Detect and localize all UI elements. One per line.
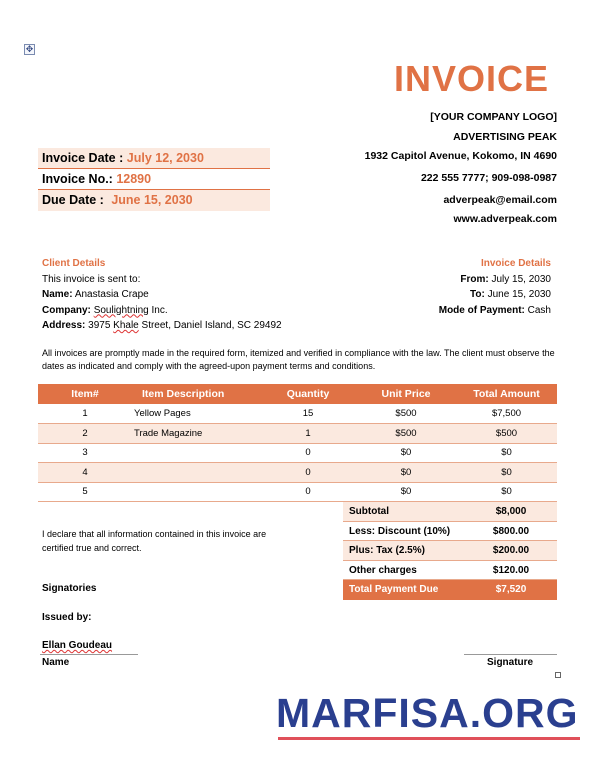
discount-value: $800.00 [492, 525, 530, 537]
tax-label: Plus: Tax (2.5%) [349, 545, 425, 556]
watermark-text: MARFISA.ORG [276, 690, 579, 736]
company-phone: 222 555 7777; 909-098-0987 [420, 172, 557, 184]
signature-line [464, 654, 557, 655]
subtotal-value: $8,000 [495, 506, 527, 517]
table-row [38, 443, 557, 463]
cell-quantity: 0 [260, 443, 356, 463]
cell-item-number: 3 [38, 443, 132, 463]
payment-mode-line [439, 303, 551, 319]
table-row [38, 482, 557, 502]
client-company-rest: Inc. [148, 304, 168, 316]
header-item-description: Item Description [132, 384, 260, 404]
to-value: June 15, 2030 [487, 289, 551, 300]
declaration-text: I declare that all information contained in this invoice are certified true and correct. [42, 529, 267, 553]
client-details [42, 256, 282, 334]
cell-total-amount: $0 [456, 482, 557, 502]
company-logo-placeholder: [YOUR COMPANY LOGO] [430, 111, 557, 123]
invoice-details [439, 256, 551, 318]
discount-label: Less: Discount (10%) [349, 525, 451, 537]
client-address-wavy: Khale [113, 320, 139, 331]
cell-item-number: 1 [38, 404, 132, 424]
company-email: adverpeak@email.com [443, 194, 557, 206]
discount-row [343, 522, 557, 542]
cell-total-amount: $0 [456, 443, 557, 463]
terms-note: All invoices are promptly made in the required form, itemized and verified in compliance with the law. The client must observe the dates as indicated and comply with the agreed-upon payment terms and conditions. [42, 348, 555, 371]
table-row [38, 424, 557, 444]
company-name: ADVERTISING PEAK [453, 131, 557, 143]
invoice-title: INVOICE [393, 58, 549, 99]
invoice-number-row [38, 169, 270, 190]
due-date-label: Due Date : [42, 193, 104, 207]
invoice-details-heading: Invoice Details [480, 258, 551, 269]
payment-mode-value: Cash [527, 304, 551, 316]
table-row [38, 463, 557, 483]
cell-unit-price: $0 [356, 463, 456, 483]
watermark-underline [278, 737, 580, 740]
cell-unit-price: $0 [356, 482, 456, 502]
cell-item-number: 5 [38, 482, 132, 502]
cell-item-description: Yellow Pages [132, 404, 260, 424]
issued-by-label: Issued by: [42, 612, 92, 623]
tax-row [343, 541, 557, 561]
payment-mode-label: Mode of Payment: [438, 304, 525, 316]
company-website: www.adverpeak.com [453, 213, 557, 225]
other-charges-row [343, 561, 557, 581]
header-total-amount: Total Amount [456, 384, 557, 404]
client-address-pre: 3975 [88, 320, 114, 331]
invoice-number-label: Invoice No.: [42, 172, 113, 186]
client-company-label: Company: [42, 304, 91, 316]
from-line [439, 272, 551, 288]
invoice-number-value: 12890 [116, 172, 152, 186]
header-quantity: Quantity [260, 384, 356, 404]
invoice-date-row [38, 148, 270, 169]
cell-item-description [132, 463, 260, 483]
other-charges-value: $120.00 [492, 564, 530, 576]
total-due-label: Total Payment Due [349, 584, 439, 595]
client-address-label: Address: [42, 320, 86, 331]
from-value: July 15, 2030 [491, 273, 551, 285]
client-sent-to: This invoice is sent to: [42, 273, 141, 285]
cell-quantity: 0 [260, 463, 356, 483]
cell-item-description [132, 482, 260, 502]
client-details-heading: Client Details [42, 258, 106, 269]
client-name: Anastasia Crape [74, 289, 149, 300]
name-signature-line [40, 654, 138, 655]
due-date-value: June 15, 2030 [111, 193, 193, 207]
subtotal-row [343, 502, 557, 522]
cell-total-amount: $7,500 [456, 404, 557, 424]
to-line [439, 287, 551, 303]
client-name-label: Name: [42, 289, 73, 300]
cell-item-number: 4 [38, 463, 132, 483]
table-move-handle-icon[interactable]: ✥ [25, 44, 34, 54]
total-due-value: $7,520 [495, 584, 527, 595]
company-address: 1932 Capitol Avenue, Kokomo, IN 4690 [364, 150, 557, 162]
cell-total-amount: $0 [456, 463, 557, 483]
cell-quantity: 15 [260, 404, 356, 424]
tax-value: $200.00 [492, 545, 530, 556]
invoice-meta-box [38, 148, 270, 211]
client-address-line [42, 318, 282, 334]
due-date-row [38, 190, 270, 211]
client-company-line [42, 303, 282, 319]
cell-unit-price: $0 [356, 443, 456, 463]
from-label: From: [460, 273, 489, 285]
cell-item-description: Trade Magazine [132, 424, 260, 444]
cell-total-amount: $500 [456, 424, 557, 444]
total-due-row [343, 580, 557, 600]
issuer-name: Ellan Goudeau [42, 640, 113, 651]
invoice-date-value: July 12, 2030 [126, 151, 204, 165]
subtotal-label: Subtotal [349, 506, 389, 517]
to-label: To: [470, 289, 485, 300]
signatories-heading: Signatories [42, 583, 97, 594]
cell-quantity: 0 [260, 482, 356, 502]
items-table [38, 384, 557, 502]
resize-handle-icon[interactable] [555, 672, 561, 678]
header-unit-price: Unit Price [356, 384, 456, 404]
name-label: Name [42, 657, 70, 668]
cell-item-description [132, 443, 260, 463]
client-address-post: Street, Daniel Island, SC 29492 [138, 320, 282, 331]
cell-quantity: 1 [260, 424, 356, 444]
table-row [38, 404, 557, 424]
header-item-number: Item# [38, 384, 132, 404]
cell-unit-price: $500 [356, 404, 456, 424]
company-block [297, 111, 557, 225]
other-charges-label: Other charges [349, 564, 417, 576]
invoice-date-label: Invoice Date : [42, 151, 124, 165]
cell-item-number: 2 [38, 424, 132, 444]
client-name-line [42, 287, 282, 303]
totals-box [343, 502, 557, 600]
client-company-first: Soulightning [93, 304, 149, 316]
signature-label: Signature [487, 657, 534, 668]
table-header-row [38, 384, 557, 404]
cell-unit-price: $500 [356, 424, 456, 444]
